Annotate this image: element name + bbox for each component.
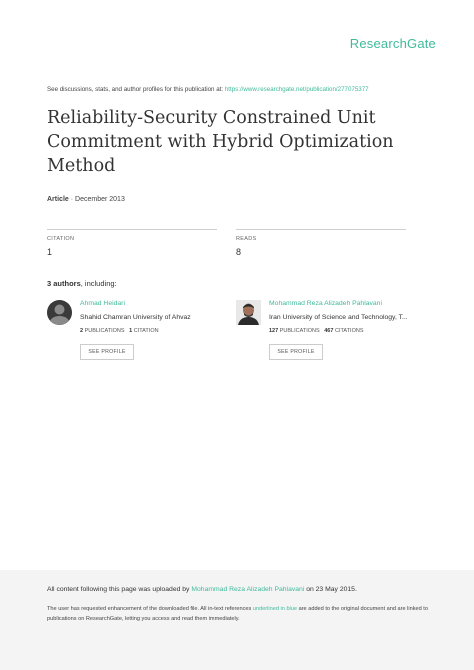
see-profile-button[interactable]: SEE PROFILE: [269, 344, 323, 360]
citations-count: 1: [129, 328, 133, 334]
upload-suffix: on 23 May 2015.: [304, 586, 357, 593]
paper-title: [47, 106, 427, 178]
note-prefix: The user has requested enhancement of the downloaded file. All in-text references: [47, 606, 253, 612]
authors-heading: [47, 279, 117, 288]
upload-note: [47, 586, 357, 593]
author-photo[interactable]: [236, 300, 261, 325]
citation-label: CITATION: [47, 236, 75, 242]
title-line-3: Method: [47, 156, 116, 176]
authors-count: 3 authors: [47, 279, 81, 288]
paper-type: Article: [47, 196, 69, 203]
discussion-text: See discussions, stats, and author profiles for this publication at:: [47, 86, 225, 93]
authors-suffix: , including:: [80, 279, 117, 288]
author-institution: Shahid Chamran University of Ahvaz: [80, 314, 191, 321]
citation-value: 1: [47, 247, 53, 257]
see-profile-button[interactable]: SEE PROFILE: [80, 344, 134, 360]
meta-separator: ·: [68, 196, 76, 203]
publications-label: PUBLICATIONS: [279, 328, 320, 334]
paper-date: December 2013: [75, 196, 125, 203]
author-name[interactable]: Mohammad Reza Alizadeh Pahlavani: [269, 300, 382, 307]
citations-label: CITATIONS: [334, 328, 364, 334]
author-stats: [80, 328, 159, 334]
uploader-link[interactable]: Mohammad Reza Alizadeh Pahlavani: [191, 586, 305, 593]
discussion-line: [47, 86, 447, 93]
reads-stat: [236, 229, 406, 257]
generic-avatar-icon[interactable]: [47, 300, 72, 325]
upload-prefix: All content following this page was uploaded by: [47, 586, 192, 593]
note-suffix: are added to the original document and are linked to publications on ResearchGate, letting you access and read them immediately.: [47, 606, 428, 622]
publication-link[interactable]: https://www.researchgate.net/publication/277075377: [224, 86, 369, 93]
reads-label: READS: [236, 236, 257, 242]
author-institution: Iran University of Science and Technology, T...: [269, 314, 408, 321]
publications-count: 2: [80, 328, 84, 334]
enhancement-note: [47, 604, 437, 624]
researchgate-logo[interactable]: ResearchGate: [349, 36, 436, 51]
footer: [0, 570, 474, 670]
title-line-1: Reliability-Security Constrained Unit: [47, 108, 376, 128]
title-line-2: Commitment with Hybrid Optimization: [47, 132, 394, 152]
citation-stat: [47, 229, 217, 257]
note-link: underlined in blue: [252, 606, 298, 612]
publications-label: PUBLICATIONS: [84, 328, 125, 334]
author-stats: [269, 328, 364, 334]
author-name[interactable]: Ahmad Heidari: [80, 300, 125, 307]
paper-meta: [47, 196, 125, 203]
citations-label: CITATION: [133, 328, 159, 334]
reads-value: 8: [236, 247, 242, 257]
citations-count: 467: [324, 328, 334, 334]
publications-count: 127: [269, 328, 279, 334]
